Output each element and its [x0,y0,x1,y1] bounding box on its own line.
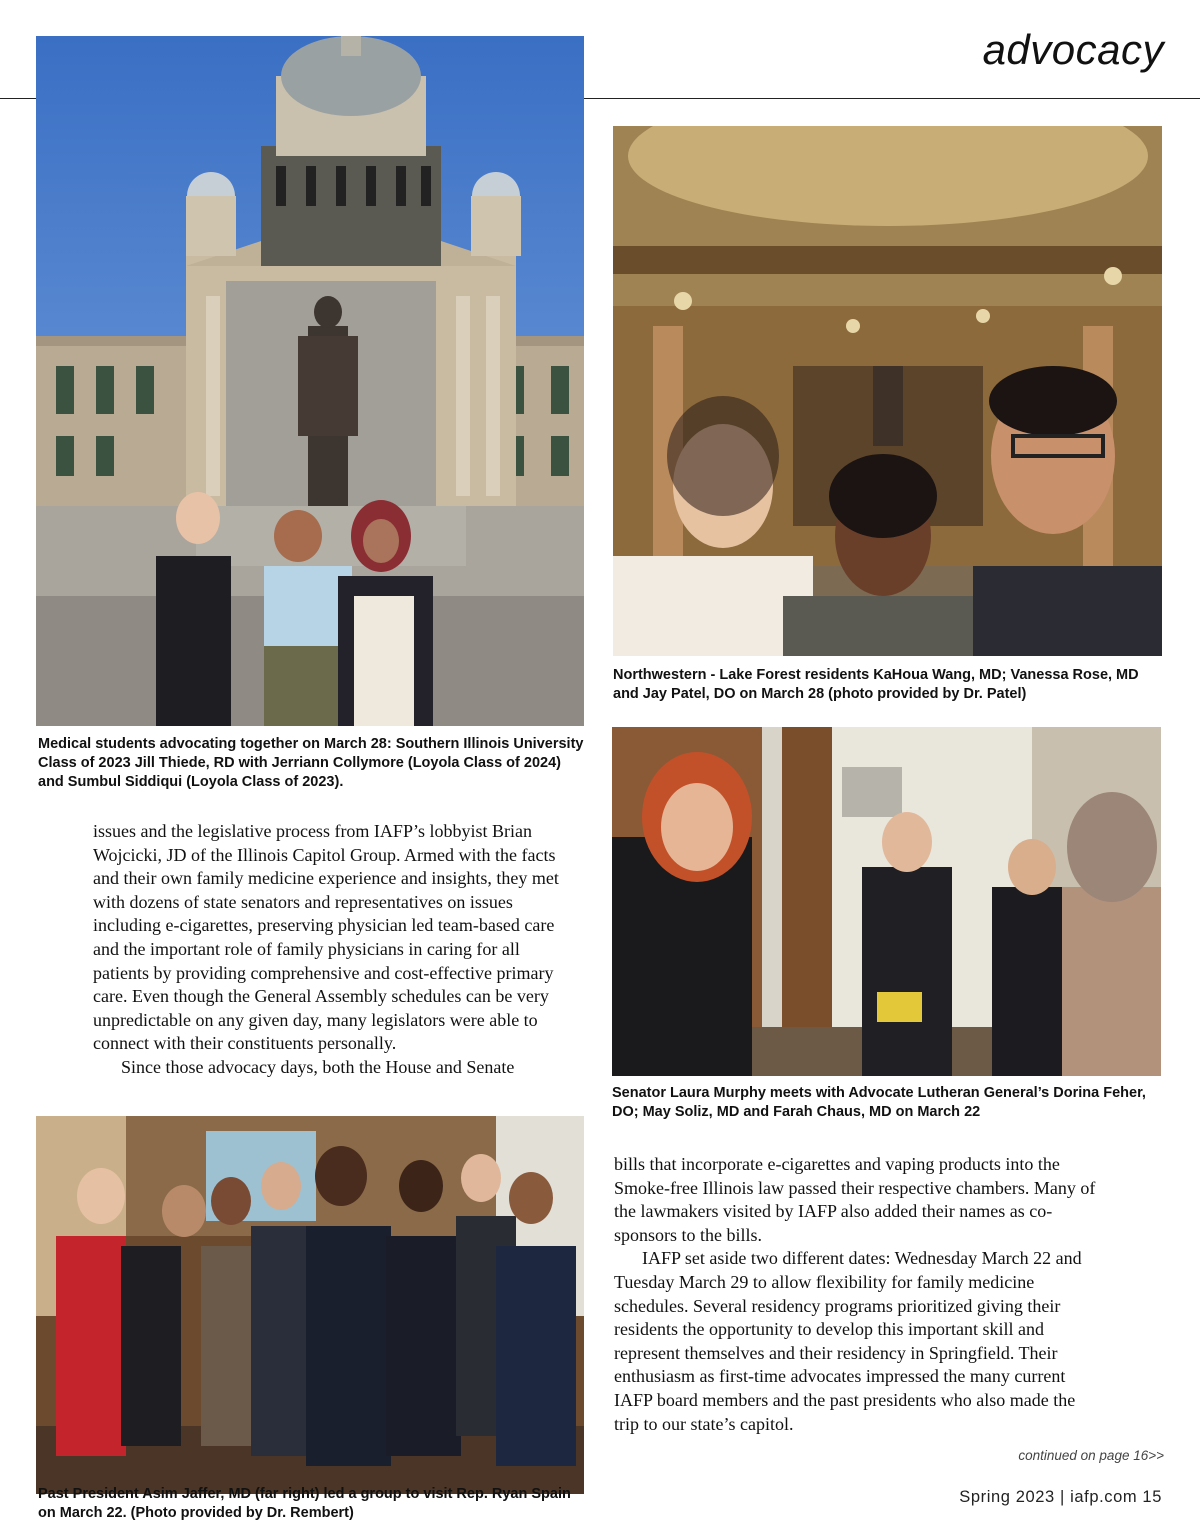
capitol-photo [36,36,584,726]
rotunda-photo-caption: Northwestern - Lake Forest residents KaHoua Wang, MD; Vanessa Rose, MD and Jay Patel, DO on March 28 (photo provided by Dr. Patel) [613,667,1139,702]
continued-link[interactable]: continued on page 16>> [1018,1448,1164,1463]
capitol-photo-caption: Medical students advocating together on March 28: Southern Illinois University Class of 2023 Jill Thiede, RD with Jerriann Collymore (Loyola Class of 2024) and Sumbul Siddiqui (Loyola Class of 2023). [38,736,584,790]
header-rule-right [584,98,1200,99]
group-photo [36,1116,584,1494]
article-paragraph: Since those advocacy days, both the House and Senate [121,1056,515,1077]
page-footer: Spring 2023 | iafp.com 15 [959,1488,1162,1506]
senator-photo-caption: Senator Laura Murphy meets with Advocate Lutheran General’s Dorina Feher, DO; May Soliz, MD and Farah Chaus, MD on March 22 [612,1085,1146,1120]
article-paragraph: IAFP set aside two different dates: Wednesday March 22 and Tuesday March 29 to allow flexibility for family medicine schedules. Several residency programs prioritized giving their residents the opportunity to develop this important skill and represent themselves and their residency in Springfield. Their enthusiasm as first-time advocates impressed the many current IAFP board members and the past presidents who also made the trip to our state’s capitol. [614,1248,1082,1434]
article-column-1 [93,820,576,1080]
group-photo-caption: Past President Asim Jaffer, MD (far right) led a group to visit Rep. Ryan Spain on March 22. (Photo provided by Dr. Rembert) [38,1486,571,1521]
article-paragraph: bills that incorporate e-cigarettes and vaping products into the Smoke-free Illinois law passed their respective chambers. Many of the lawmakers visited by IAFP also added their names as co-sponsors to the bills. [614,1154,1096,1245]
rotunda-photo [613,126,1162,656]
header-rule-left [0,98,36,99]
article-paragraph: issues and the legislative process from IAFP’s lobbyist Brian Wojcicki, JD of the Illinois Capitol Group. Armed with the facts and their own family medicine experience and insights, they met with dozens of state senators and representatives on issues including e-cigarettes, preserving physician led team-based care and the important role of family physicians in caring for all patients by providing comprehensive and cost-effective primary care. Even though the General Assembly schedules can be very unpredictable on any given day, many legislators were able to connect with their constituents personally. [93,821,559,1054]
article-column-2 [614,1153,1100,1436]
senator-photo [612,727,1161,1076]
section-title: advocacy [982,26,1164,73]
